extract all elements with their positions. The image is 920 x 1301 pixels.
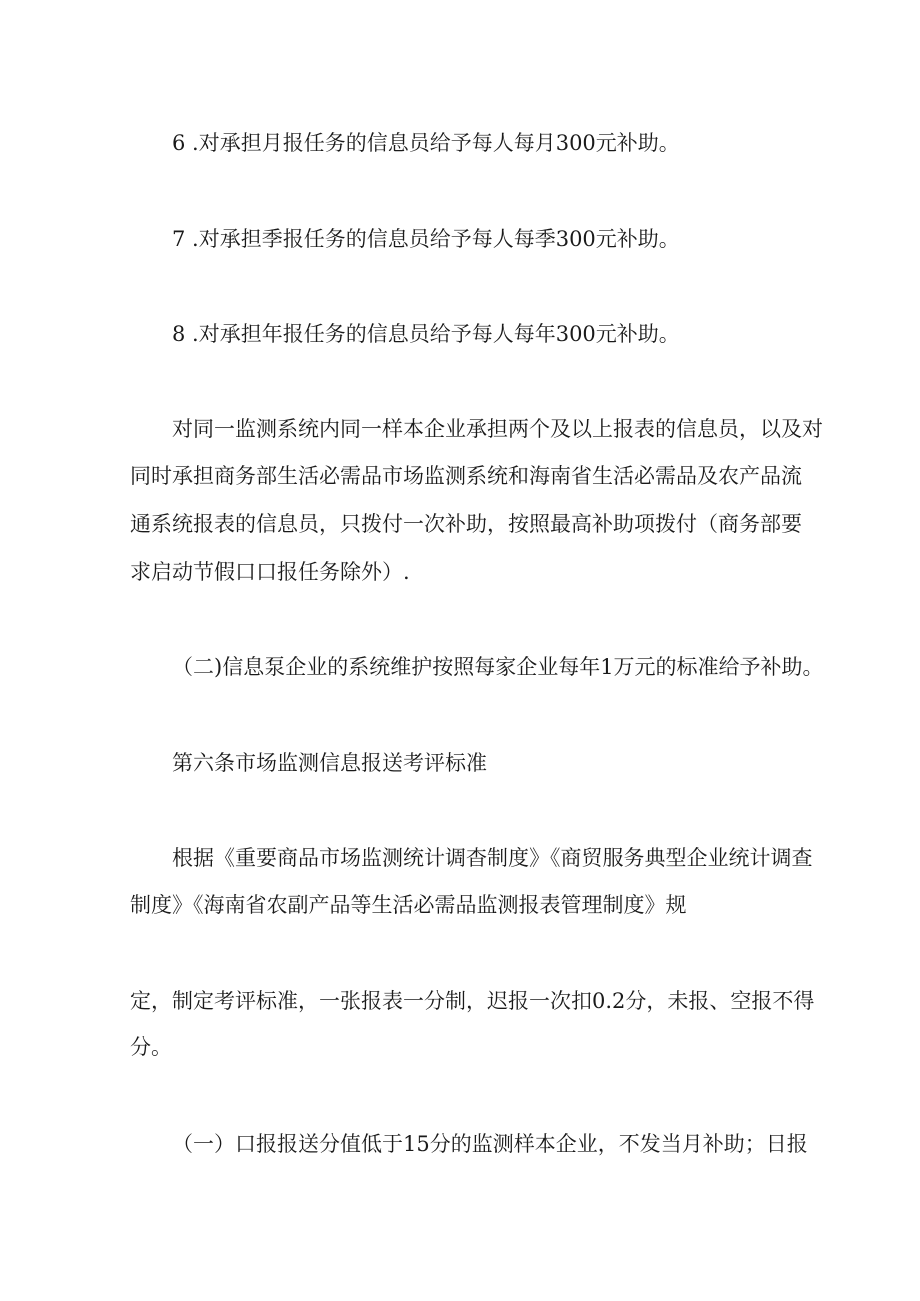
paragraph-rule-line-2: 分。 (130, 1035, 172, 1059)
list-item-7: 7 .对承担季报任务的信息员给予每人每季300元补助。 (172, 227, 680, 251)
paragraph-main-line-2: 同时承担商务部生活必需品市场监测系统和海南省生活必需品及农产品流 (130, 464, 802, 488)
article-heading: 第六条市场监测信息报送考评标准 (172, 751, 487, 775)
paragraph-basis-line-1: 根据《重要商品市场监测统计调杳制度》《商贸服务典型企业统计调查 (172, 846, 813, 870)
paragraph-main-line-4: 求启动节假口口报任务除外）. (130, 560, 410, 584)
paragraph-two: （二)信息泵企业的系统维护按照每家企业每年1万元的标准给予补助。 (172, 655, 824, 679)
paragraph-one: （一）口报报送分值低于15分的监测样本企业，不发当月补助；日报 (172, 1132, 808, 1156)
paragraph-main-line-1: 对同一监测系统内同一样本企业承担两个及以上报表的信息员，以及对 (172, 417, 823, 441)
paragraph-basis-line-2: 制度》《海南省农副产品等生活必需品监测报表管理制度》规 (130, 893, 687, 917)
list-item-8: 8 .对承担年报任务的信息员给予每人每年300元补助。 (172, 322, 680, 346)
list-item-6: 6 .对承担月报任务的信息员给予每人每月300元补助。 (172, 131, 680, 155)
paragraph-rule-line-1: 定，制定考评标准，一张报表一分制，迟报一次扣0.2分，未报、空报不得 (130, 989, 815, 1013)
paragraph-main-line-3: 通系统报表的信息员，只拨付一次补助，按照最高补助项拨付（商务部要 (130, 512, 802, 536)
